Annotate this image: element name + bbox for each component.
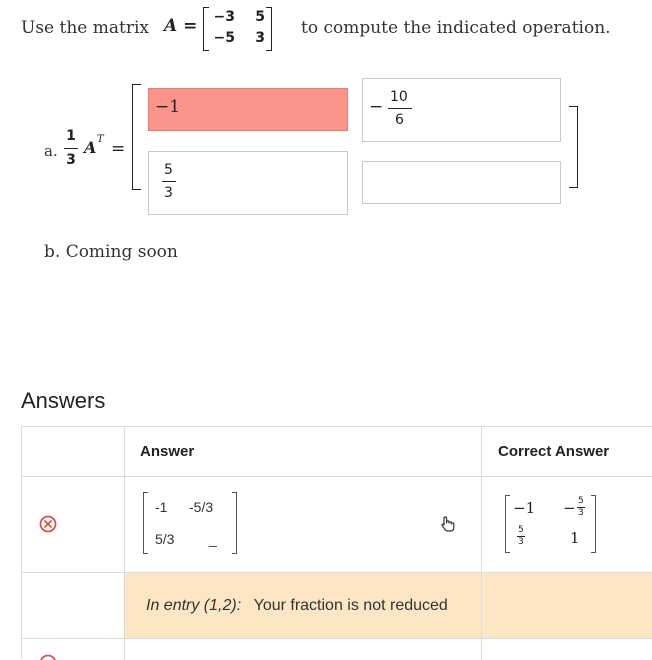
entered-cell-21: 5/3 <box>155 531 174 547</box>
matrix-bracket-right <box>266 7 272 51</box>
matrix-cell-11: −3 <box>213 9 235 25</box>
correct-cell-21-denominator: 3 <box>518 537 524 547</box>
table-divider <box>22 638 652 639</box>
equals-sign: = <box>111 139 125 159</box>
entered-cell-22: _ <box>209 531 217 547</box>
feedback-text: Your fraction is not reduced <box>254 597 448 614</box>
part-b-text: b. Coming soon <box>44 242 178 262</box>
status-icon-partial <box>39 654 57 660</box>
answer-cell-21[interactable] <box>148 151 348 215</box>
answers-table <box>21 426 652 659</box>
answer-cell-12-line <box>388 108 412 109</box>
answer-cell-21-fraction <box>162 162 176 206</box>
header-answer: Answer <box>140 443 194 460</box>
table-divider <box>22 476 652 477</box>
answer-cell-11-value: −1 <box>155 97 180 117</box>
problem-outro: to compute the indicated operation. <box>301 18 611 38</box>
coef-fraction-line <box>64 148 78 149</box>
correct-bracket-right <box>591 495 596 553</box>
answer-cell-12[interactable] <box>362 78 561 142</box>
correct-cell-11: −1 <box>513 499 535 517</box>
correct-cell-21-fraction <box>517 525 525 551</box>
answer-cell-12-denominator: 6 <box>395 112 404 128</box>
correct-cell-12-sign: − <box>563 499 576 517</box>
coef-denominator: 3 <box>65 152 77 168</box>
answer-cell-22[interactable] <box>362 161 561 204</box>
answers-heading: Answers <box>21 388 105 414</box>
problem-intro: Use the matrix <box>21 18 149 38</box>
correct-cell-12-fraction <box>577 496 585 522</box>
coef-numerator: 1 <box>65 128 77 144</box>
feedback-entry-prefix: In entry (1,2): <box>146 597 241 614</box>
part-a-label: a. <box>44 142 58 160</box>
entered-bracket-right <box>232 492 237 554</box>
matrix-symbol: A <box>84 138 96 157</box>
correct-answer-matrix <box>505 495 601 555</box>
correct-cell-12-denominator: 3 <box>578 508 584 518</box>
answer-cell-12-numerator: 10 <box>390 89 408 105</box>
entered-cell-11: -1 <box>155 499 167 515</box>
answer-bracket-right <box>569 106 578 188</box>
entered-answer-matrix <box>143 492 243 556</box>
x-circle-icon <box>39 515 57 533</box>
correct-cell-21-numerator: 5 <box>518 525 524 535</box>
matrix-bracket-left <box>203 7 209 51</box>
correct-bracket-left <box>505 495 510 553</box>
header-correct-answer: Correct Answer <box>498 443 609 460</box>
correct-cell-12-numerator: 5 <box>578 496 584 506</box>
answer-cell-21-numerator: 5 <box>164 162 173 178</box>
feedback-message-row-extension <box>482 573 652 638</box>
matrix-name: A = <box>164 16 197 36</box>
matrix-cell-22: 3 <box>243 30 265 46</box>
entered-bracket-left <box>143 492 148 554</box>
matrix-a <box>203 7 273 51</box>
answer-cell-12-fraction <box>388 89 412 133</box>
answer-bracket-left <box>132 84 141 190</box>
feedback-message <box>146 597 448 615</box>
transpose-superscript: T <box>97 134 104 145</box>
matrix-cell-12: 5 <box>243 9 265 25</box>
matrix-cell-21: −5 <box>213 30 235 46</box>
answer-cell-12-sign: − <box>369 97 383 117</box>
answer-cell-21-denominator: 3 <box>164 185 173 201</box>
answer-cell-11[interactable] <box>148 88 348 131</box>
coefficient-fraction <box>64 128 78 172</box>
entered-cell-12: -5/3 <box>189 499 213 515</box>
correct-cell-22: 1 <box>570 529 580 547</box>
hand-pointer-icon[interactable] <box>439 514 459 534</box>
answer-cell-21-line <box>162 181 176 182</box>
